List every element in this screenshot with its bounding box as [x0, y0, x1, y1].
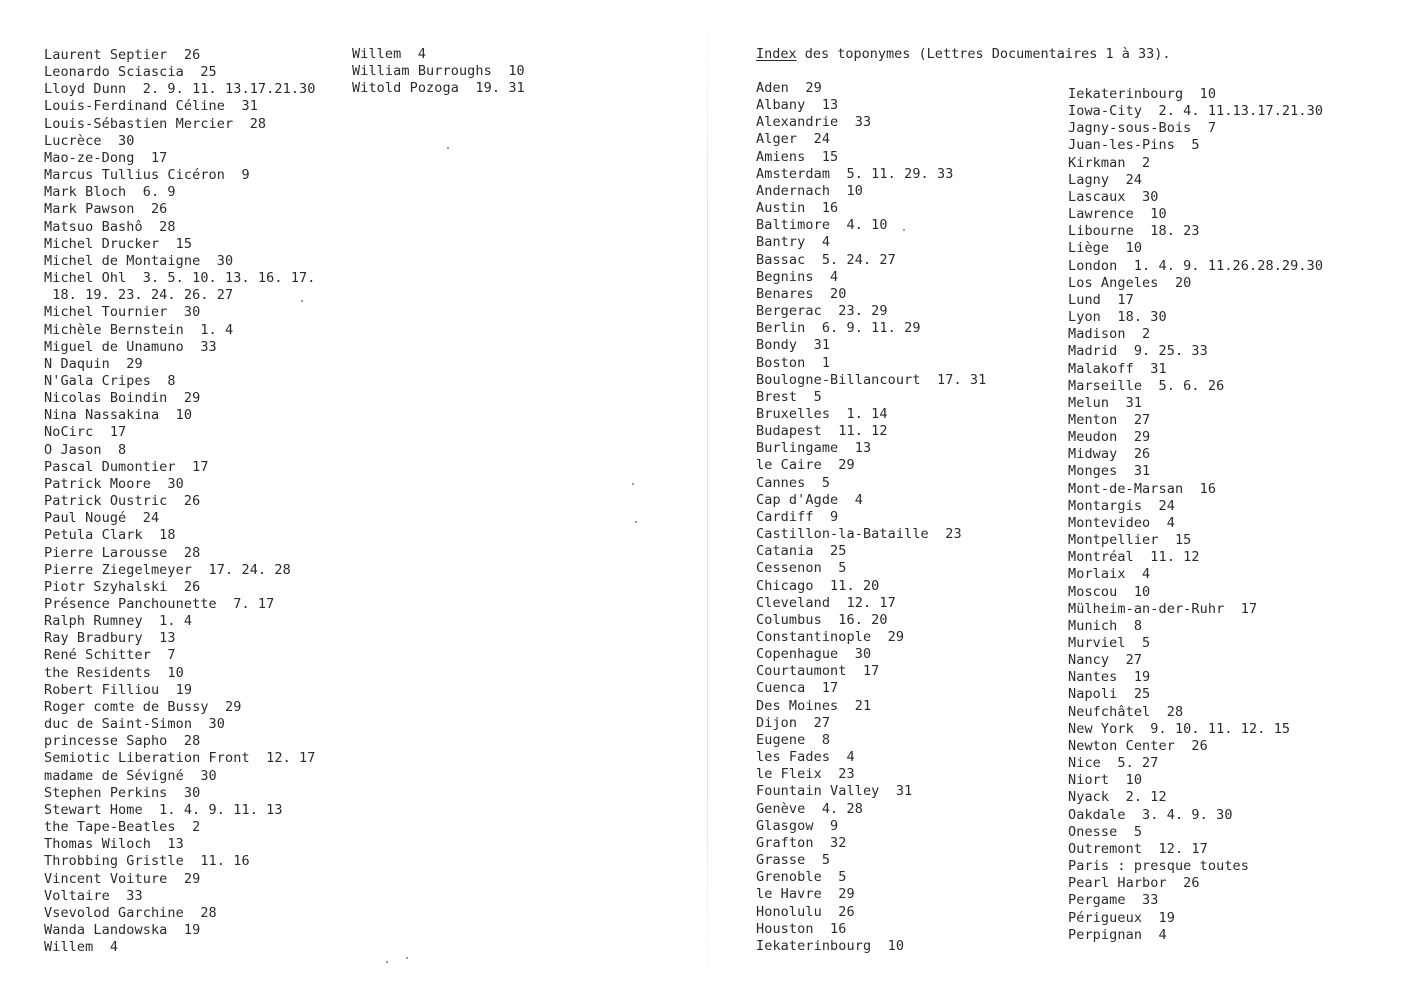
- index-entry: Mao-ze-Dong 17: [44, 149, 168, 166]
- index-entry: Leonardo Sciascia 25: [44, 64, 217, 81]
- index-entry: Marcus Tullius Cicéron 9: [44, 167, 250, 184]
- index-entry: Grenoble 5: [756, 869, 847, 886]
- index-entry: NoCirc 17: [44, 424, 127, 441]
- index-entry: Niort 10: [1068, 772, 1143, 789]
- index-entry: Cap d'Agde 4: [756, 491, 863, 508]
- index-entry: Michèle Bernstein 1. 4: [44, 321, 234, 338]
- index-entry: Lascaux 30: [1068, 188, 1159, 205]
- index-entry: Patrick Moore 30: [44, 475, 184, 492]
- index-entry: Paris : presque toutes: [1068, 858, 1250, 875]
- index-entry: Neufchâtel 28: [1068, 703, 1184, 720]
- page-fold: [707, 0, 708, 1000]
- index-entry: Cannes 5: [756, 474, 831, 491]
- index-entry: Bantry 4: [756, 234, 831, 251]
- index-entry: Castillon-la-Bataille 23: [756, 526, 962, 543]
- index-entry: Menton 27: [1068, 411, 1151, 428]
- index-entry: les Fades 4: [756, 749, 855, 766]
- index-entry: Nantes 19: [1068, 669, 1151, 686]
- index-entry: Throbbing Gristle 11. 16: [44, 853, 250, 870]
- index-entry: Monges 31: [1068, 463, 1151, 480]
- index-entry: Courtaumont 17: [756, 663, 880, 680]
- index-entry: Thomas Wiloch 13: [44, 836, 184, 853]
- index-entry: Jagny-sous-Bois 7: [1068, 120, 1217, 137]
- index-entry: Michel Ohl 3. 5. 10. 13. 16. 17.: [44, 270, 316, 287]
- index-entry: Columbus 16. 20: [756, 611, 888, 628]
- index-entry: Boston 1: [756, 354, 831, 371]
- index-entry: Michel Tournier 30: [44, 304, 201, 321]
- index-entry: Oakdale 3. 4. 9. 30: [1068, 806, 1233, 823]
- index-entry: Patrick Oustric 26: [44, 493, 201, 510]
- index-entry: Los Angeles 20: [1068, 274, 1192, 291]
- index-entry: Michel de Montaigne 30: [44, 252, 234, 269]
- index-entry: Pearl Harbor 26: [1068, 875, 1200, 892]
- index-entry: Albany 13: [756, 97, 839, 114]
- index-entry: Outremont 12. 17: [1068, 840, 1208, 857]
- index-entry: Honolulu 26: [756, 903, 855, 920]
- index-entry: Morlaix 4: [1068, 566, 1151, 583]
- left-page-column-1: [44, 47, 316, 956]
- index-entry: Mark Bloch 6. 9: [44, 184, 176, 201]
- index-entry: Nyack 2. 12: [1068, 789, 1167, 806]
- index-entry: Perpignan 4: [1068, 926, 1167, 943]
- index-entry: Robert Filliou 19: [44, 681, 193, 698]
- index-entry: Moscou 10: [1068, 583, 1151, 600]
- index-entry: Cuenca 17: [756, 680, 839, 697]
- index-entry: Pascal Dumontier 17: [44, 458, 209, 475]
- index-entry: Genève 4. 28: [756, 800, 863, 817]
- index-entry: Vsevolod Garchine 28: [44, 904, 217, 921]
- right-page-column-1: [756, 80, 986, 955]
- index-entry: Amiens 15: [756, 148, 839, 165]
- index-entry: Louis-Sébastien Mercier 28: [44, 115, 267, 132]
- index-entry: Grafton 32: [756, 834, 847, 851]
- index-entry: Catania 25: [756, 543, 847, 560]
- index-entry: Bondy 31: [756, 337, 831, 354]
- index-entry: Chicago 11. 20: [756, 577, 880, 594]
- index-entry: the Residents 10: [44, 664, 184, 681]
- index-entry: Montpellier 15: [1068, 532, 1192, 549]
- index-entry: Iowa-City 2. 4. 11.13.17.21.30: [1068, 103, 1324, 120]
- index-entry: Cardiff 9: [756, 508, 839, 525]
- index-entry: Alexandrie 33: [756, 114, 872, 131]
- index-entry: Matsuo Bashô 28: [44, 218, 176, 235]
- index-entry: Nina Nassakina 10: [44, 407, 193, 424]
- index-entry: Louis-Ferdinand Céline 31: [44, 98, 258, 115]
- index-entry: N'Gala Cripes 8: [44, 372, 176, 389]
- index-entry: Madison 2: [1068, 326, 1151, 343]
- index-entry: London 1. 4. 9. 11.26.28.29.30: [1068, 257, 1324, 274]
- index-entry: Pierre Larousse 28: [44, 544, 201, 561]
- title-rest: des toponymes (Lettres Documentaires 1 à 33).: [796, 46, 1171, 62]
- index-entry: Pierre Ziegelmeyer 17. 24. 28: [44, 561, 291, 578]
- index-entry: Lawrence 10: [1068, 206, 1167, 223]
- index-entry: Madrid 9. 25. 33: [1068, 343, 1208, 360]
- index-entry: Miguel de Unamuno 33: [44, 338, 217, 355]
- index-entry: madame de Sévigné 30: [44, 767, 217, 784]
- index-entry: le Fleix 23: [756, 766, 855, 783]
- index-entry: Napoli 25: [1068, 686, 1151, 703]
- index-entry: Nicolas Boindin 29: [44, 390, 201, 407]
- index-entry: Ray Bradbury 13: [44, 630, 176, 647]
- index-entry: Périgueux 19: [1068, 909, 1175, 926]
- index-entry: René Schitter 7: [44, 647, 176, 664]
- right-page-column-2: [1068, 86, 1323, 944]
- index-entry: Ralph Rumney 1. 4: [44, 613, 193, 630]
- index-entry: Fountain Valley 31: [756, 783, 913, 800]
- index-entry: 18. 19. 23. 24. 26. 27: [44, 287, 234, 304]
- index-entry: Voltaire 33: [44, 887, 143, 904]
- index-entry: Witold Pozoga 19. 31: [352, 80, 525, 97]
- index-entry: Iekaterinbourg 10: [1068, 86, 1217, 102]
- index-entry: Lyon 18. 30: [1068, 309, 1167, 326]
- index-entry: Pergame 33: [1068, 892, 1159, 909]
- index-entry: Budapest 11. 12: [756, 423, 888, 440]
- index-entry: Iekaterinbourg 10: [756, 937, 905, 954]
- scan-speck: [903, 229, 905, 231]
- index-entry: Stewart Home 1. 4. 9. 11. 13: [44, 801, 283, 818]
- index-entry: Mülheim-an-der-Ruhr 17: [1068, 600, 1258, 617]
- index-entry: Dijon 27: [756, 714, 831, 731]
- index-entry: Montevideo 4: [1068, 514, 1175, 531]
- index-entry: Stephen Perkins 30: [44, 784, 201, 801]
- index-entry: the Tape-Beatles 2: [44, 819, 201, 836]
- index-entry: le Caire 29: [756, 457, 855, 474]
- index-entry: Brest 5: [756, 388, 822, 405]
- index-entry: Wanda Landowska 19: [44, 921, 201, 938]
- index-entry: Montargis 24: [1068, 497, 1175, 514]
- index-entry: Montréal 11. 12: [1068, 549, 1200, 566]
- index-entry: Willem 4: [352, 46, 427, 62]
- toponym-index-title: [756, 46, 1171, 63]
- index-entry: Willem 4: [44, 939, 119, 956]
- index-entry: Roger comte de Bussy 29: [44, 698, 242, 715]
- index-entry: Libourne 18. 23: [1068, 223, 1200, 240]
- index-entry: Begnins 4: [756, 268, 839, 285]
- index-entry: Austin 16: [756, 200, 839, 217]
- index-entry: Des Moines 21: [756, 697, 872, 714]
- index-entry: N Daquin 29: [44, 355, 143, 372]
- index-entry: Cessenon 5: [756, 560, 847, 577]
- index-entry: Melun 31: [1068, 394, 1143, 411]
- index-entry: Semiotic Liberation Front 12. 17: [44, 750, 316, 767]
- index-entry: Vincent Voiture 29: [44, 870, 201, 887]
- index-entry: Lloyd Dunn 2. 9. 11. 13.17.21.30: [44, 81, 316, 98]
- index-entry: Berlin 6. 9. 11. 29: [756, 320, 921, 337]
- index-entry: Aden 29: [756, 80, 822, 96]
- index-entry: Alger 24: [756, 131, 831, 148]
- index-entry: Andernach 10: [756, 182, 863, 199]
- index-entry: Laurent Septier 26: [44, 47, 201, 63]
- index-entry: Murviel 5: [1068, 635, 1151, 651]
- index-entry: New York 9. 10. 11. 12. 15: [1068, 720, 1291, 737]
- index-entry: Marseille 5. 6. 26: [1068, 377, 1225, 394]
- index-entry: Nancy 27: [1068, 652, 1143, 669]
- index-entry: Présence Panchounette 7. 17: [44, 596, 275, 612]
- index-entry: Constantinople 29: [756, 629, 905, 645]
- index-entry: Glasgow 9: [756, 817, 839, 834]
- scan-speck: [386, 961, 388, 963]
- index-entry: Bergerac 23. 29: [756, 303, 888, 320]
- index-entry: Grasse 5: [756, 852, 831, 869]
- index-entry: Malakoff 31: [1068, 360, 1167, 377]
- index-entry: Midway 26: [1068, 446, 1151, 463]
- index-entry: William Burroughs 10: [352, 63, 525, 80]
- index-entry: Baltimore 4. 10: [756, 217, 888, 234]
- index-entry: O Jason 8: [44, 441, 127, 458]
- index-entry: Liège 10: [1068, 240, 1143, 257]
- index-entry: le Havre 29: [756, 886, 855, 903]
- index-entry: Lagny 24: [1068, 171, 1143, 188]
- index-entry: Paul Nougé 24: [44, 510, 160, 527]
- index-entry: Lucrèce 30: [44, 132, 135, 149]
- scan-speck: [301, 300, 303, 302]
- scan-speck: [635, 521, 637, 523]
- index-entry: Mark Pawson 26: [44, 201, 168, 218]
- index-entry: princesse Sapho 28: [44, 733, 201, 750]
- index-entry: Nice 5. 27: [1068, 755, 1159, 772]
- index-entry: Cleveland 12. 17: [756, 594, 896, 611]
- scan-speck: [447, 147, 449, 149]
- index-entry: Munich 8: [1068, 617, 1143, 634]
- left-page-column-2: [352, 46, 525, 97]
- index-entry: Mont-de-Marsan 16: [1068, 480, 1217, 497]
- index-entry: Copenhague 30: [756, 646, 872, 663]
- index-entry: Piotr Szyhalski 26: [44, 578, 201, 595]
- title-index-word: Index: [756, 46, 797, 62]
- index-entry: Burlingame 13: [756, 440, 872, 457]
- scan-speck: [406, 957, 408, 959]
- index-entry: Newton Center 26: [1068, 737, 1208, 754]
- index-entry: Michel Drucker 15: [44, 235, 193, 252]
- index-entry: Bassac 5. 24. 27: [756, 251, 896, 268]
- index-entry: Houston 16: [756, 920, 847, 937]
- index-entry: Lund 17: [1068, 291, 1134, 308]
- index-entry: Meudon 29: [1068, 429, 1151, 446]
- index-entry: Benares 20: [756, 285, 847, 302]
- index-entry: Onesse 5: [1068, 823, 1143, 840]
- index-entry: Kirkman 2: [1068, 154, 1151, 171]
- index-entry: Boulogne-Billancourt 17. 31: [756, 371, 987, 388]
- index-entry: Eugene 8: [756, 731, 831, 748]
- index-entry: duc de Saint-Simon 30: [44, 716, 226, 733]
- index-entry: Petula Clark 18: [44, 527, 176, 544]
- index-entry: Amsterdam 5. 11. 29. 33: [756, 165, 954, 182]
- index-entry: Bruxelles 1. 14: [756, 405, 888, 422]
- scan-speck: [632, 483, 634, 485]
- index-entry: Juan-les-Pins 5: [1068, 137, 1200, 154]
